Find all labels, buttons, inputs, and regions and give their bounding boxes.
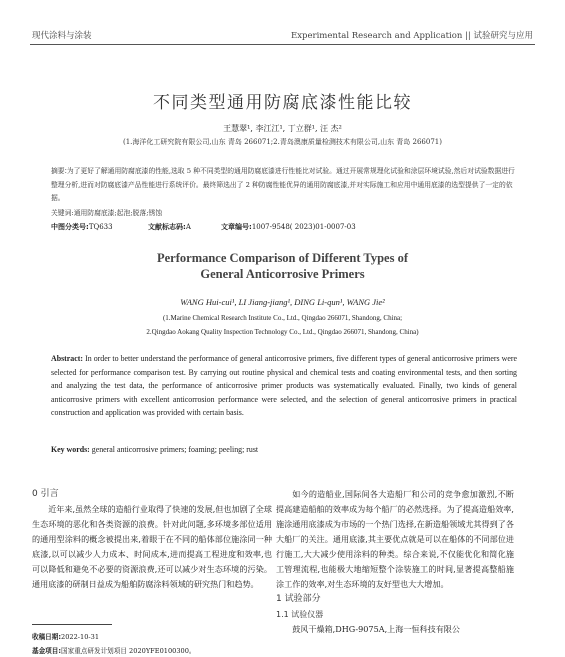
keywords-cn-label: 关键词:: [51, 209, 74, 217]
authors-cn: 王慧翠¹, 李江江¹, 丁立群¹, 汪 杰²: [223, 124, 342, 133]
title-en-line2: General Anticorrosive Primers: [200, 267, 365, 281]
affiliation-cn: (1.海洋化工研究院有限公司,山东 青岛 266071;2.青岛澳康质量检测技术有限公司,山东 青岛 266071): [123, 138, 442, 146]
keywords-en-text: general anticorrosive primers; foaming; peeling; rust: [91, 445, 259, 454]
abstract-en-label: Abstract:: [51, 354, 83, 363]
section1-heading: 1 试验部分: [276, 594, 321, 604]
affiliation-en-1: (1.Marine Chemical Research Institute Co., Ltd., Qingdao 266071, Shandong, China;: [162, 314, 403, 322]
doc-value: A: [185, 223, 191, 231]
abstract-en: [51, 352, 517, 420]
affiliation-en-2: 2.Qingdao Aokang Quality Inspection Technology Co., Ltd., Qingdao 266071, Shandong, China): [146, 328, 419, 336]
keywords-cn: [51, 207, 162, 217]
header-rule: [30, 44, 535, 45]
running-header-section: Experimental Research and Application || 试验研究与应用: [291, 31, 533, 41]
doc-label: 文献标志码:: [148, 223, 186, 231]
title-cn: 不同类型通用防腐底漆性能比较: [153, 93, 412, 113]
fund-text: 国家重点研发计划项目 2020YFE0100300。: [61, 647, 196, 655]
clc-number: [51, 222, 113, 232]
clc-label: 中图分类号:: [51, 223, 89, 231]
fund-label: 基金项目:: [32, 647, 62, 655]
intro-heading: 0 引言: [32, 489, 59, 499]
section11-heading: 1.1 试验仪器: [276, 610, 324, 619]
keywords-en-label: Key words:: [51, 445, 90, 454]
keywords-cn-text: 通用防腐底漆;起泡;脱落;锈蚀: [73, 209, 163, 217]
clc-value: TQ633: [88, 223, 113, 231]
keywords-en: [51, 445, 258, 454]
abstract-cn-text: 为了更好了解通用防腐底漆的性能,选取 5 种不同类型的通用防腐底漆进行性能比对试验。通过开展常规理化试验和涂层环境试验,然后对试验数据进行整理分析,进而对防腐底漆产品性能进行系统评价。最终筛选出了 2 种防腐性能优异的通用防腐底漆,并对实际施工和应用中通用底漆的选型提供了一定的依据。: [51, 167, 515, 202]
body-column-left: [32, 487, 272, 592]
abstract-cn: [51, 165, 517, 206]
footnote-received: [32, 631, 99, 641]
instruments-text: 鼓风干燥箱,DHG-9075A,上海一恒科技有限公: [292, 624, 460, 634]
article-value: 1007-9548( 2023)01-0007-03: [251, 223, 356, 231]
article-label: 文章编号:: [221, 223, 252, 231]
document-code: [148, 222, 191, 232]
running-header-journal: 现代涂料与涂装: [32, 31, 92, 41]
abstract-cn-label: 摘要:: [51, 167, 67, 175]
authors-en: WANG Hui-cui¹, LI Jiang-jiang¹, DING Li-qun¹, WANG Jie²: [180, 297, 385, 307]
footnote-fund: [32, 645, 196, 655]
footnote-rule: [32, 624, 112, 625]
title-en-line1: Performance Comparison of Different Types of: [157, 251, 408, 265]
received-label: 收稿日期:: [32, 633, 62, 641]
right-paragraph: 如今的造船业,国际间各大造船厂和公司的竞争愈加激烈,不断提高建造船舶的效率成为每个船厂的必然选择。为了提高造船效率,施涂通用底漆成为市场的一个热门选择,在新造船领域尤其得到了各大船厂的关注。通用底漆,其主要优点就是可以在船体的不同部位进行施工,大大减少使用涂料的种类。综合来说,不仅能优化和简化施工管理流程,也能极大地缩短整个涂装施工的时间,显著提高整船施涂工作的效率,对生态环境的友好型也大大增加。: [276, 489, 514, 589]
received-date: 2022-10-31: [61, 633, 100, 641]
body-column-right: [276, 487, 514, 637]
intro-paragraph: 近年来,虽然全球的造船行业取得了快速的发展,但也加剧了全球生态环境的恶化和各类资源的浪费。针对此问题,多环境多部位适用的通用型涂料的概念被提出来,着眼于在不同的船体部位施涂同一种底漆,以可以减少人力成本、时间成本,进而提高工程进度和效率,也可以降低和避免不必要的资源浪费,还可以减少对生态环境的污染。通用底漆的研制日益成为船舶防腐涂料领域的研究热门和趋势。: [32, 504, 272, 589]
abstract-en-text: In order to better understand the performance of general anticorrosive primers, five different types of general anticorrosive primers were selected for performance comparison test. By carrying out routine physical and chemical tests and coating environmental tests, and then sorting and analyzing the test data, the performance of anticorrosive primer products was systematically evaluated. Finally, two kinds of general anticorrosive primers with excellent anticorrosion performance were selected, and the selection of general anticorrosive primers in practical construction and application was provided with certain basis.: [51, 354, 517, 418]
title-en: [0, 250, 565, 282]
article-number: [221, 222, 356, 232]
